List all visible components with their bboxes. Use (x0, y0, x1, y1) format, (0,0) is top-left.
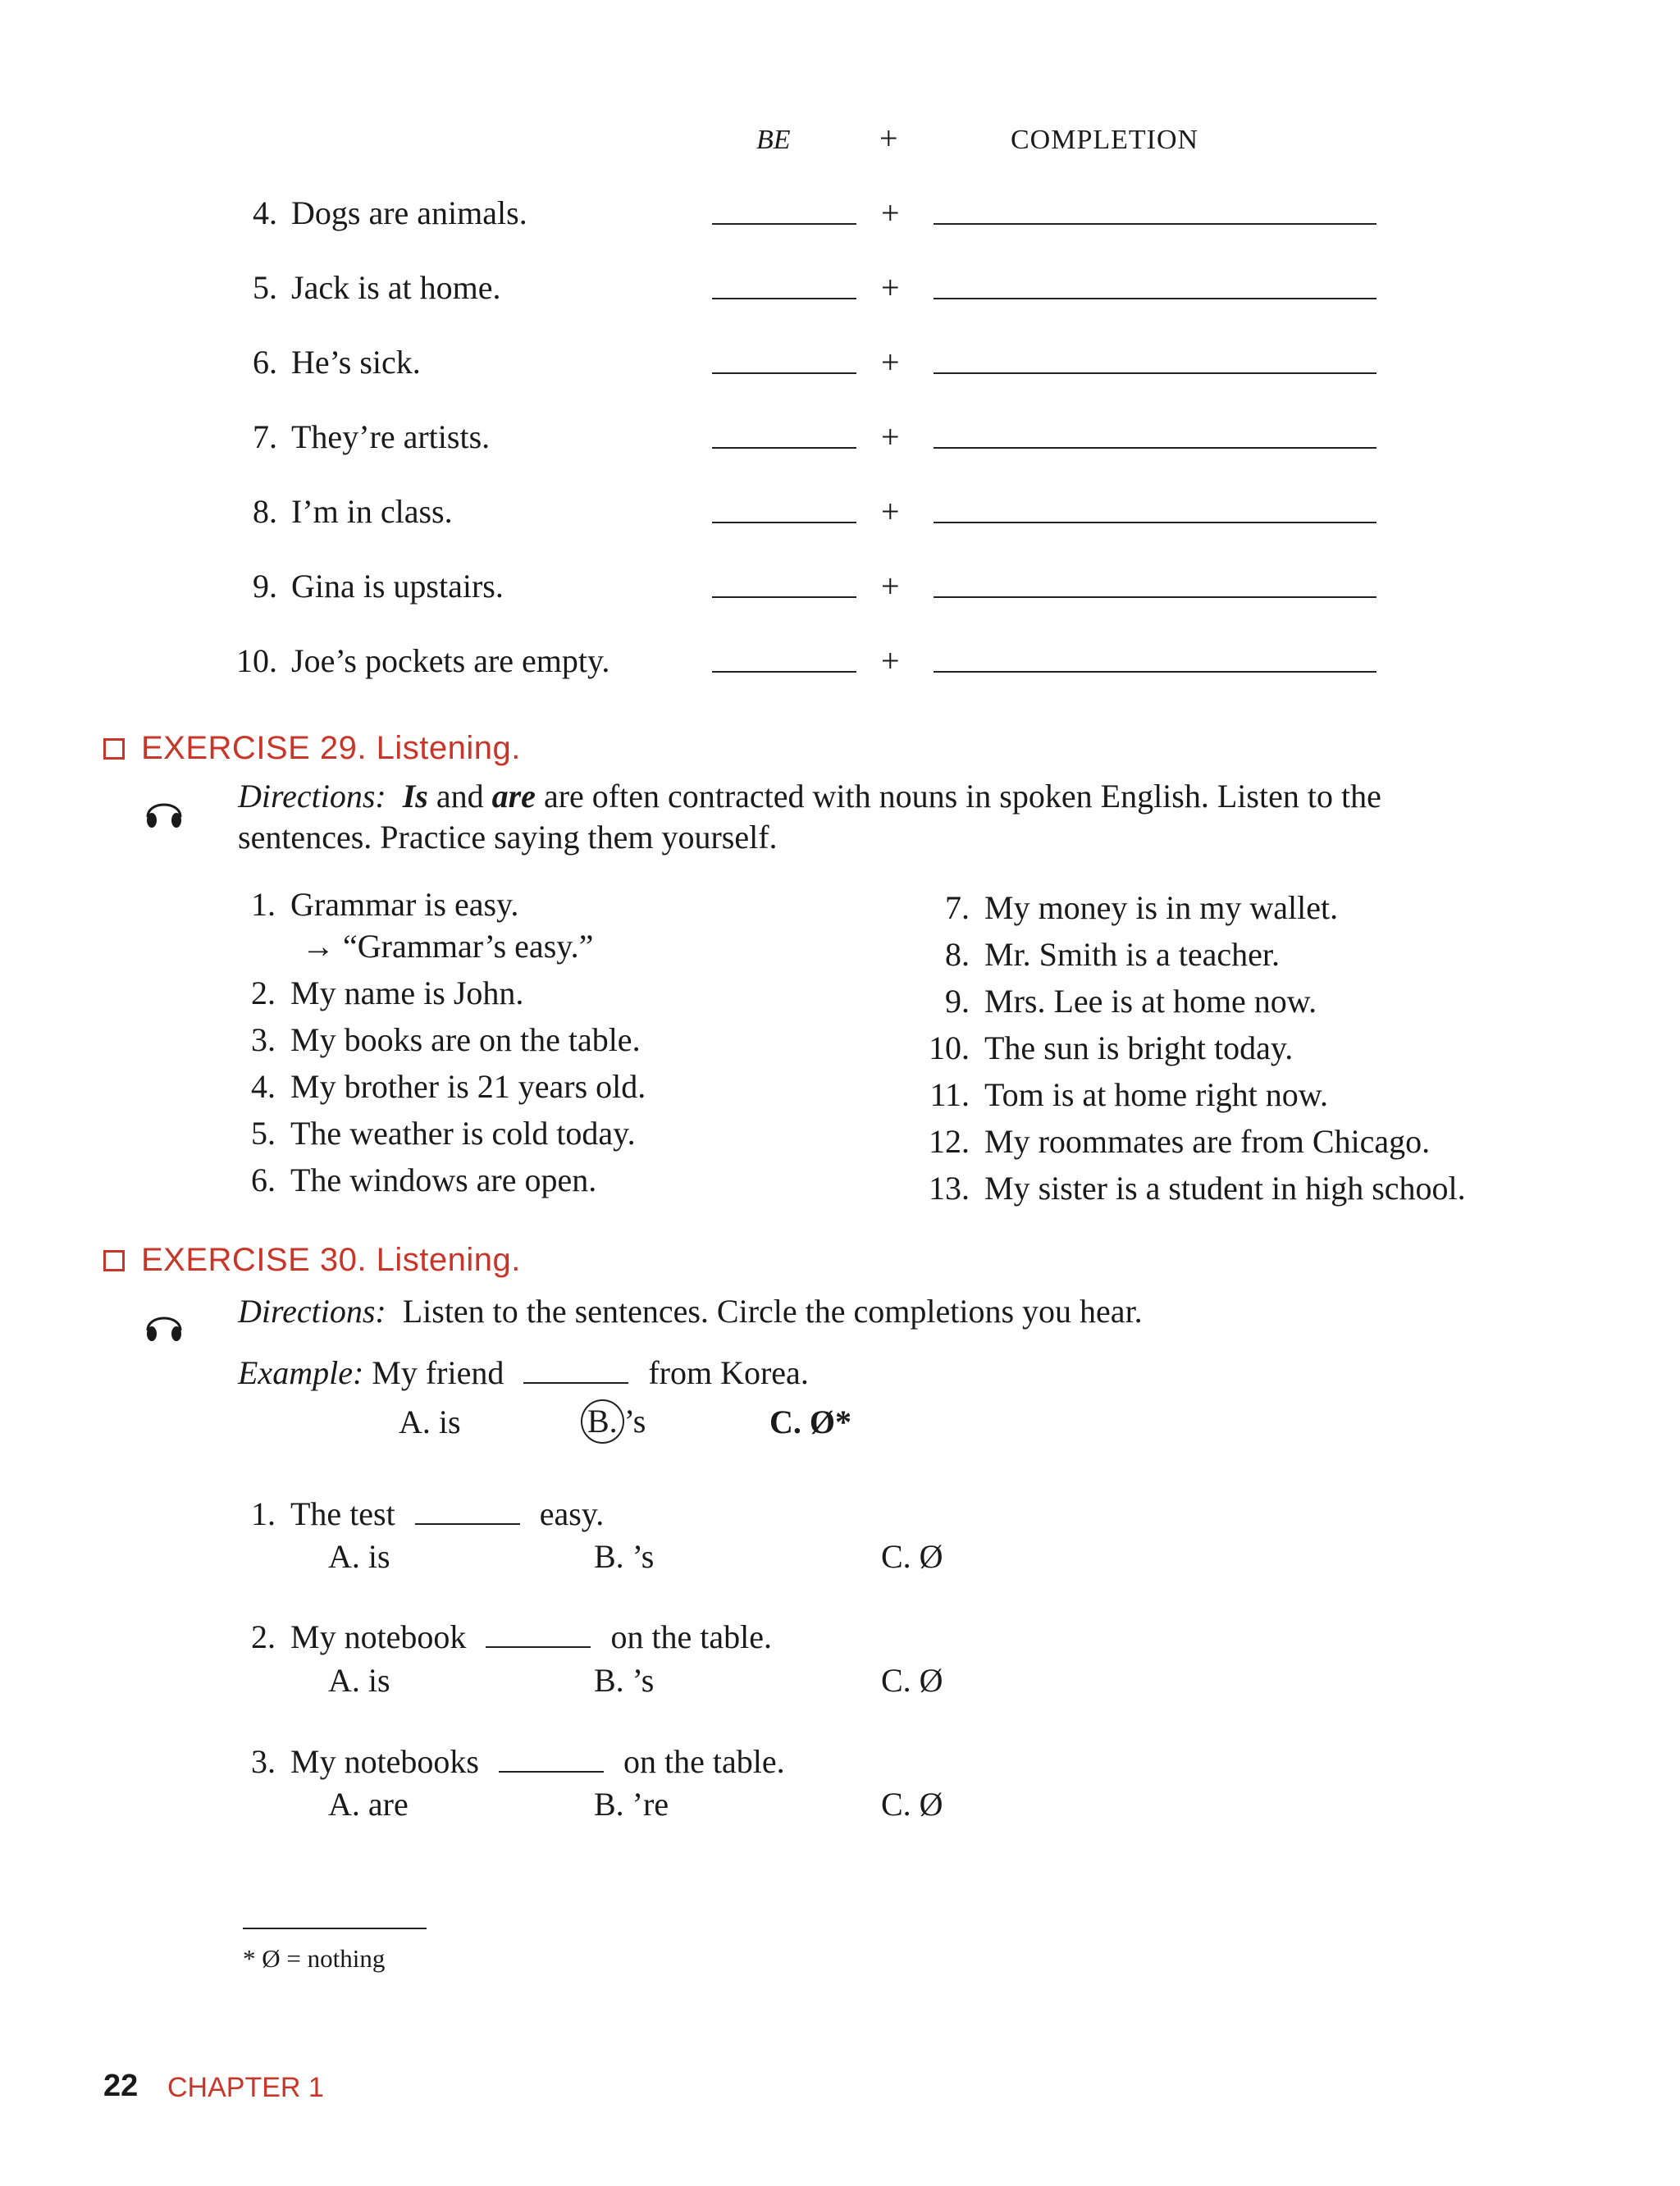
item-text: My books are on the table. (290, 1021, 641, 1058)
completion-blank[interactable] (934, 447, 1376, 449)
option-b[interactable]: B. ’s (594, 1662, 655, 1699)
question-before: My notebook (290, 1618, 467, 1655)
item-text: My brother is 21 years old. (290, 1068, 646, 1105)
item-text: Tom is at home right now. (984, 1076, 1329, 1113)
headphones-icon (143, 1306, 185, 1344)
item-number: 13. (929, 1170, 970, 1207)
directions-label: Directions: (238, 778, 386, 815)
option-a[interactable]: A. are (328, 1786, 409, 1823)
checkbox-icon[interactable] (103, 1250, 125, 1271)
completion-blank[interactable] (934, 298, 1376, 299)
completion-blank[interactable] (934, 596, 1376, 598)
item-number: 12. (929, 1123, 970, 1160)
item-number: 1. (251, 886, 276, 923)
be-blank[interactable] (712, 447, 856, 449)
example-label: Example: (238, 1354, 364, 1391)
example-option-c: C. Ø* (769, 1403, 851, 1440)
question-after: on the table. (610, 1618, 773, 1655)
chapter-label: CHAPTER 1 (167, 2072, 324, 2103)
list-item (922, 1071, 1466, 1118)
analysis-row (0, 492, 1680, 541)
item-text: Mr. Smith is a teacher. (984, 936, 1280, 973)
item-text: → “Grammar’s easy.” (302, 928, 594, 965)
analysis-row (0, 343, 1680, 392)
directions-text: Listen to the sentences. Circle the completions you hear. (402, 1293, 1143, 1330)
plus-sign: + (881, 269, 900, 306)
question-number: 2. (251, 1618, 276, 1655)
option-c[interactable]: C. Ø (881, 1538, 943, 1575)
question-after: on the table. (623, 1743, 785, 1780)
completion-blank[interactable] (934, 522, 1376, 523)
list-item (246, 1063, 646, 1110)
row-sentence: I’m in class. (291, 493, 453, 530)
question-2 (246, 1618, 772, 1656)
question-before: My notebooks (290, 1743, 479, 1780)
completion-blank[interactable] (934, 372, 1376, 374)
item-number: 8. (945, 936, 970, 973)
list-item (246, 970, 646, 1016)
item-text: My roommates are from Chicago. (984, 1123, 1431, 1160)
analysis-row (0, 567, 1680, 616)
example-option-a: A. is (399, 1403, 461, 1440)
row-number: 4. (253, 194, 277, 231)
page-number: 22 (103, 2069, 139, 2103)
be-blank[interactable] (712, 671, 856, 673)
footnote: * Ø = nothing (243, 1944, 386, 1973)
directions-text: are often contracted with nouns in spoken English. Listen to the sentences. Practice saying them yourself. (238, 778, 1381, 856)
item-text: Grammar is easy. (290, 886, 519, 923)
item-text: My name is John. (290, 974, 524, 1011)
list-item (246, 1157, 646, 1203)
headphones-icon (143, 792, 185, 830)
list-item (246, 1016, 646, 1063)
list-item (246, 1110, 646, 1157)
row-sentence: Dogs are animals. (291, 194, 527, 231)
answer-blank[interactable] (415, 1523, 520, 1525)
row-sentence: Joe’s pockets are empty. (291, 642, 610, 679)
exercise-29-right-list (922, 884, 1466, 1212)
example-before: My friend (372, 1354, 504, 1391)
plus-sign: + (881, 493, 900, 530)
question-1 (246, 1495, 604, 1533)
analysis-row (0, 418, 1680, 467)
example-option-b (587, 1399, 646, 1444)
question-before: The test (290, 1495, 395, 1532)
column-header-be: BE (756, 125, 791, 155)
row-sentence: He’s sick. (291, 344, 421, 381)
row-sentence: Gina is upstairs. (291, 568, 504, 605)
item-text: The sun is bright today. (984, 1029, 1294, 1066)
item-text: Mrs. Lee is at home now. (984, 983, 1317, 1020)
exercise-29-directions (238, 776, 1518, 858)
plus-sign: + (881, 418, 900, 455)
example-option-b-text: ’s (623, 1403, 646, 1440)
question-after: easy. (539, 1495, 605, 1532)
be-blank[interactable] (712, 372, 856, 374)
footnote-rule (243, 1928, 427, 1929)
be-blank[interactable] (712, 522, 856, 523)
be-blank[interactable] (712, 298, 856, 299)
list-item (922, 1118, 1466, 1165)
word-are: are (491, 778, 536, 815)
column-header-completion: COMPLETION (1011, 125, 1199, 155)
item-number: 4. (251, 1068, 276, 1105)
row-number: 10. (236, 642, 277, 679)
exercise-29-left-list (246, 881, 646, 1203)
item-text: My money is in my wallet. (984, 889, 1339, 926)
exercise-30-directions (238, 1291, 1518, 1332)
plus-sign: + (881, 642, 900, 679)
circled-answer: B. (581, 1399, 624, 1444)
item-number: 7. (945, 889, 970, 926)
item-number: 9. (945, 983, 970, 1020)
item-text: My sister is a student in high school. (984, 1170, 1466, 1207)
answer-blank[interactable] (499, 1771, 604, 1773)
completion-blank[interactable] (934, 223, 1376, 225)
row-sentence: They’re artists. (291, 418, 491, 455)
analysis-row (0, 194, 1680, 243)
option-b[interactable]: B. ’s (594, 1538, 655, 1575)
plus-sign: + (881, 568, 900, 605)
directions-label: Directions: (238, 1293, 386, 1330)
analysis-row (0, 641, 1680, 691)
list-item (246, 881, 646, 928)
row-number: 8. (253, 493, 277, 530)
question-3 (246, 1742, 785, 1781)
example-blank (523, 1382, 628, 1384)
item-number: 3. (251, 1021, 276, 1058)
example-sentence (238, 1353, 809, 1392)
completion-blank[interactable] (934, 671, 1376, 673)
answer-blank[interactable] (486, 1646, 591, 1648)
be-blank[interactable] (712, 223, 856, 225)
row-sentence: Jack is at home. (291, 269, 501, 306)
item-text: The windows are open. (290, 1161, 597, 1198)
list-item (922, 931, 1466, 978)
word-is: Is (402, 778, 428, 815)
item-text: The weather is cold today. (290, 1115, 636, 1152)
question-number: 1. (251, 1495, 276, 1532)
item-number: 11. (929, 1076, 970, 1113)
column-header-plus: + (879, 120, 898, 157)
exercise-29-title: EXERCISE 29. Listening. (141, 730, 521, 766)
row-number: 9. (253, 568, 277, 605)
exercise-30-heading (103, 1242, 521, 1279)
option-c[interactable]: C. Ø (881, 1786, 943, 1823)
row-number: 6. (253, 344, 277, 381)
list-item (922, 978, 1466, 1025)
option-a[interactable]: A. is (328, 1662, 390, 1699)
exercise-30-title: EXERCISE 30. Listening. (141, 1242, 521, 1278)
exercise-29-heading (103, 730, 521, 767)
list-item (922, 884, 1466, 931)
list-item (246, 923, 646, 970)
item-number: 6. (251, 1161, 276, 1198)
directions-and: and (427, 778, 492, 815)
example-after: from Korea. (648, 1354, 809, 1391)
option-b[interactable]: B. ’re (594, 1786, 669, 1823)
plus-sign: + (881, 194, 900, 231)
plus-sign: + (881, 344, 900, 381)
be-blank[interactable] (712, 596, 856, 598)
row-number: 5. (253, 269, 277, 306)
item-number: 2. (251, 974, 276, 1011)
item-number: 10. (929, 1029, 970, 1066)
analysis-row (0, 268, 1680, 317)
list-item (922, 1025, 1466, 1071)
checkbox-icon[interactable] (103, 738, 125, 760)
item-number: 5. (251, 1115, 276, 1152)
option-a[interactable]: A. is (328, 1538, 390, 1575)
option-c[interactable]: C. Ø (881, 1662, 943, 1699)
question-number: 3. (251, 1743, 276, 1780)
list-item (922, 1165, 1466, 1212)
row-number: 7. (253, 418, 277, 455)
